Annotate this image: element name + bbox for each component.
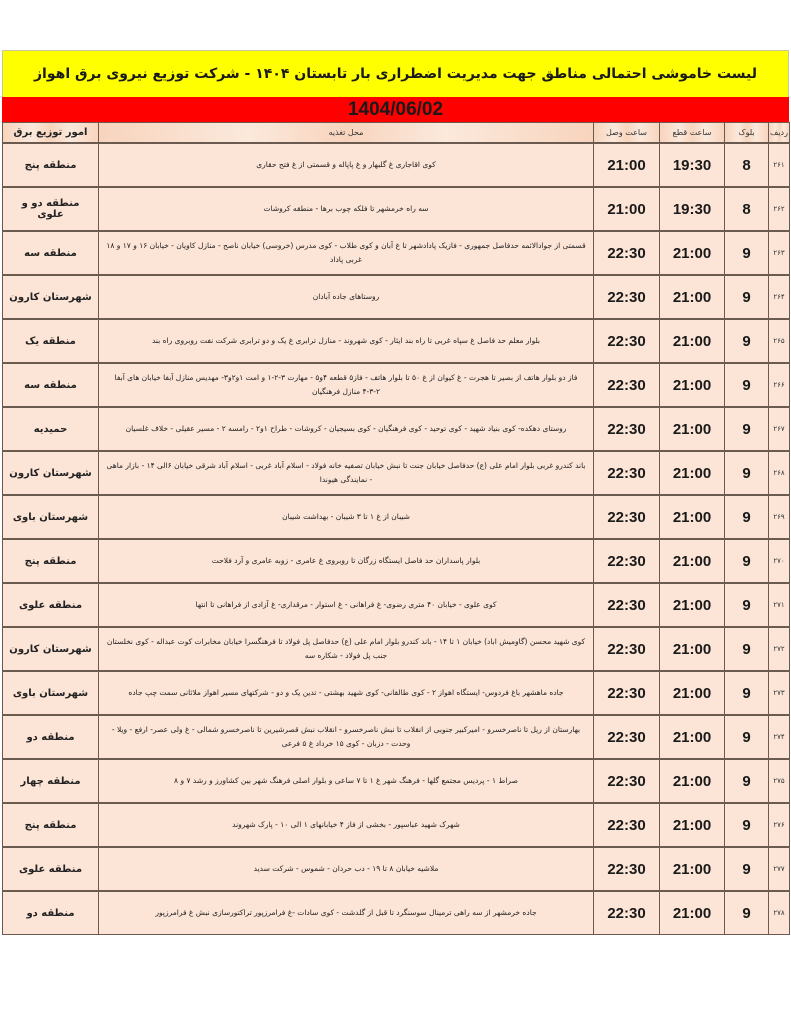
feed-location-cell: فاز دو بلوار هاتف از بصیر تا هجرت - غ کیوان از غ ۵۰ تا بلوار هاتف - فاز۵ قطعه ۴و۵ - مهارت ۳-۲-۱ و امت ۱و۲و۳- مهدیس منازل آبفا خیابان های آبفا ۲-۳-۴ منازل فرهنگیان (99, 363, 594, 407)
feed-location-cell: کوی اقاجاری غ گلبهار و غ پاپاله و قسمتی از غ فتح حقاری (99, 143, 594, 187)
table-row (3, 627, 790, 671)
row-number: ۲۷۰ (769, 539, 790, 583)
block-cell: 9 (725, 803, 769, 847)
block-cell: 9 (725, 407, 769, 451)
region-cell: شهرستان کارون (3, 275, 99, 319)
region-cell: شهرستان کارون (3, 627, 99, 671)
cut-time-cell: 19:30 (660, 143, 725, 187)
header-cut-time: ساعت قطع (660, 123, 725, 144)
cut-time-cell: 21:00 (660, 803, 725, 847)
header-distribution-office: امور توزیع برق (3, 123, 99, 144)
connect-time-cell: 22:30 (594, 715, 660, 759)
outage-schedule-sheet (2, 50, 789, 935)
table-row (3, 319, 790, 363)
table-row (3, 583, 790, 627)
title-banner (2, 50, 789, 97)
feed-location-cell: شهرک شهید عباسپور - بخشی از فاز ۴ خیابانهای ۱ الی ۱۰ - پارک شهروند (99, 803, 594, 847)
connect-time-cell: 21:00 (594, 187, 660, 231)
cut-time-cell: 21:00 (660, 583, 725, 627)
connect-time-cell: 22:30 (594, 451, 660, 495)
feed-location-cell: بلوار پاسداران حد فاصل ایستگاه زرگان تا روبروی غ عامری - زوبه عامری و آرد فلاحت (99, 539, 594, 583)
row-number: ۲۶۱ (769, 143, 790, 187)
cut-time-cell: 21:00 (660, 319, 725, 363)
region-cell: منطقه دو و علوی (3, 187, 99, 231)
connect-time-cell: 22:30 (594, 803, 660, 847)
connect-time-cell: 22:30 (594, 363, 660, 407)
cut-time-cell: 21:00 (660, 891, 725, 935)
feed-location-cell: بهارستان از ریل تا ناصرخسرو - امیرکبیر جنوبی از انقلاب تا نبش ناصرخسرو - انقلاب نبش قصرشیرین تا ناصرخسرو شمالی - غ ولی عصر- ارفع - ویلا - وحدت - دزبان - کوی ۱۵ خرداد غ ۵ فرعی (99, 715, 594, 759)
connect-time-cell: 22:30 (594, 231, 660, 275)
feed-location-cell: ملاشیه خیابان ۸ تا ۱۹ - دب حردان - شموس - شرکت سدید (99, 847, 594, 891)
date-banner (2, 97, 789, 122)
schedule-date: 1404/06/02 (347, 98, 444, 120)
cut-time-cell: 21:00 (660, 495, 725, 539)
region-cell: شهرستان باوی (3, 495, 99, 539)
block-cell: 9 (725, 451, 769, 495)
connect-time-cell: 22:30 (594, 319, 660, 363)
block-cell: 9 (725, 539, 769, 583)
cut-time-cell: 21:00 (660, 759, 725, 803)
row-number: ۲۶۵ (769, 319, 790, 363)
cut-time-cell: 21:00 (660, 407, 725, 451)
cut-time-cell: 21:00 (660, 451, 725, 495)
cut-time-cell: 19:30 (660, 187, 725, 231)
row-number: ۲۶۶ (769, 363, 790, 407)
table-row (3, 671, 790, 715)
block-cell: 9 (725, 715, 769, 759)
table-row (3, 891, 790, 935)
connect-time-cell: 22:30 (594, 275, 660, 319)
connect-time-cell: 22:30 (594, 583, 660, 627)
block-cell: 8 (725, 187, 769, 231)
feed-location-cell: باند کندرو غربی بلوار امام علی (ع) حدفاصل خیابان جنت تا نبش خیابان تصفیه خانه فولاد - اسلام آباد غربی - اسلام آباد شرقی خیابان ۶الی ۱۴ - بازار ماهی - نمایندگی هیوندا (99, 451, 594, 495)
header-feed-location: محل تغذیه (99, 123, 594, 144)
header-block: بلوک (725, 123, 769, 144)
region-cell: منطقه پنج (3, 143, 99, 187)
region-cell: منطقه سه (3, 231, 99, 275)
region-cell: منطقه پنج (3, 803, 99, 847)
region-cell: منطقه دو (3, 891, 99, 935)
feed-location-cell: جاده ماهشهر باغ فردوس- ایستگاه اهواز ۲ - کوی طالقانی- کوی شهید بهشتی - تدین یک و دو - شرکتهای مسیر اهواز ملاثانی سمت چپ جاده (99, 671, 594, 715)
table-header-row (3, 123, 790, 144)
table-row (3, 363, 790, 407)
cut-time-cell: 21:00 (660, 847, 725, 891)
table-row (3, 275, 790, 319)
page-title: لیست خاموشی احتمالی مناطق جهت مدیریت اضطراری بار تابستان ۱۴۰۴ - شرکت توزیع نیروی برق اهواز (34, 66, 758, 82)
header-row-no: ردیف (769, 123, 790, 144)
row-number: ۲۷۸ (769, 891, 790, 935)
row-number: ۲۶۳ (769, 231, 790, 275)
cut-time-cell: 21:00 (660, 715, 725, 759)
feed-location-cell: صراط ۱ - پردیس مجتمع گلها - فرهنگ شهر غ ۱ تا ۷ ساعی و بلوار اصلی فرهنگ شهر بین کشاورز و رشد ۷ و ۸ (99, 759, 594, 803)
table-row (3, 715, 790, 759)
feed-location-cell: روستاهای جاده آبادان (99, 275, 594, 319)
feed-location-cell: بلوار معلم حد فاصل غ سپاه غربی تا راه بند ایثار - کوی شهروند - منازل ترابری غ یک و دو ترابری شرکت نفت روبروی راه بند (99, 319, 594, 363)
row-number: ۲۶۴ (769, 275, 790, 319)
header-connect-time: ساعت وصل (594, 123, 660, 144)
block-cell: 9 (725, 627, 769, 671)
feed-location-cell: شیبان از غ ۱ تا ۳ شیبان - بهداشت شیبان (99, 495, 594, 539)
feed-location-cell: قسمتی از جوادالائمه حدفاصل جمهوری - فازیک پادادشهر تا غ آبان و کوی طلاب - کوی مدرس (خروسی) خیابان ناصح - منازل کاویان - خیابان ۱۶ و ۱۷ و ۱۸ غربی پاداد (99, 231, 594, 275)
feed-location-cell: کوی علوی - خیابان ۴۰ متری رضوی- غ فراهانی - غ استوار - مرقداری- غ آزادی از فراهانی تا انتها (99, 583, 594, 627)
region-cell: شهرستان باوی (3, 671, 99, 715)
table-row (3, 803, 790, 847)
region-cell: حمیدیه (3, 407, 99, 451)
row-number: ۲۷۳ (769, 671, 790, 715)
block-cell: 9 (725, 363, 769, 407)
row-number: ۲۷۵ (769, 759, 790, 803)
region-cell: منطقه پنج (3, 539, 99, 583)
connect-time-cell: 22:30 (594, 671, 660, 715)
row-number: ۲۶۹ (769, 495, 790, 539)
row-number: ۲۶۲ (769, 187, 790, 231)
connect-time-cell: 22:30 (594, 627, 660, 671)
connect-time-cell: 22:30 (594, 407, 660, 451)
cut-time-cell: 21:00 (660, 671, 725, 715)
row-number: ۲۶۷ (769, 407, 790, 451)
block-cell: 8 (725, 143, 769, 187)
region-cell: منطقه علوی (3, 583, 99, 627)
table-body (3, 143, 790, 935)
cut-time-cell: 21:00 (660, 539, 725, 583)
block-cell: 9 (725, 583, 769, 627)
block-cell: 9 (725, 759, 769, 803)
table-row (3, 143, 790, 187)
region-cell: منطقه سه (3, 363, 99, 407)
region-cell: منطقه چهار (3, 759, 99, 803)
cut-time-cell: 21:00 (660, 231, 725, 275)
feed-location-cell: جاده خرمشهر از سه راهی ترمینال سوسنگرد تا قبل از گلدشت - کوی سادات -غ فرامرزپور تراکتورسازی نبش غ فرامرزپور (99, 891, 594, 935)
connect-time-cell: 22:30 (594, 847, 660, 891)
connect-time-cell: 22:30 (594, 759, 660, 803)
connect-time-cell: 22:30 (594, 891, 660, 935)
row-number: ۲۷۴ (769, 715, 790, 759)
table-row (3, 759, 790, 803)
table-row (3, 495, 790, 539)
connect-time-cell: 21:00 (594, 143, 660, 187)
row-number: ۲۷۱ (769, 583, 790, 627)
row-number: ۲۷۷ (769, 847, 790, 891)
region-cell: شهرستان کارون (3, 451, 99, 495)
block-cell: 9 (725, 275, 769, 319)
block-cell: 9 (725, 231, 769, 275)
cut-time-cell: 21:00 (660, 275, 725, 319)
block-cell: 9 (725, 319, 769, 363)
table-row (3, 231, 790, 275)
row-number: ۲۷۲ (769, 627, 790, 671)
feed-location-cell: روستای دهکده- کوی بنیاد شهید - کوی توحید - کوی فرهنگیان - کوی بسیجیان - کروشات - طراح ۱و۲ - رامسه ۲ - مسیر عقیلی - خلاف غلسیان (99, 407, 594, 451)
table-row (3, 451, 790, 495)
cut-time-cell: 21:00 (660, 363, 725, 407)
region-cell: منطقه علوی (3, 847, 99, 891)
block-cell: 9 (725, 495, 769, 539)
table-row (3, 187, 790, 231)
block-cell: 9 (725, 847, 769, 891)
row-number: ۲۶۸ (769, 451, 790, 495)
block-cell: 9 (725, 891, 769, 935)
block-cell: 9 (725, 671, 769, 715)
connect-time-cell: 22:30 (594, 539, 660, 583)
feed-location-cell: سه راه خرمشهر تا فلکه چوب برها - منطقه کروشات (99, 187, 594, 231)
table-row (3, 847, 790, 891)
region-cell: منطقه یک (3, 319, 99, 363)
feed-location-cell: کوی شهید محسن (گاومیش اباد) خیابان ۱ تا ۱۴ - باند کندرو بلوار امام علی (ع) حدفاصل پل فولاد تا فرهنگسرا خیابان مخابرات کوت عبداله - کوی نخلستان جنب پل فولاد - شکاره سه (99, 627, 594, 671)
row-number: ۲۷۶ (769, 803, 790, 847)
region-cell: منطقه دو (3, 715, 99, 759)
table-row (3, 539, 790, 583)
connect-time-cell: 22:30 (594, 495, 660, 539)
table-row (3, 407, 790, 451)
cut-time-cell: 21:00 (660, 627, 725, 671)
outage-table (2, 122, 790, 935)
